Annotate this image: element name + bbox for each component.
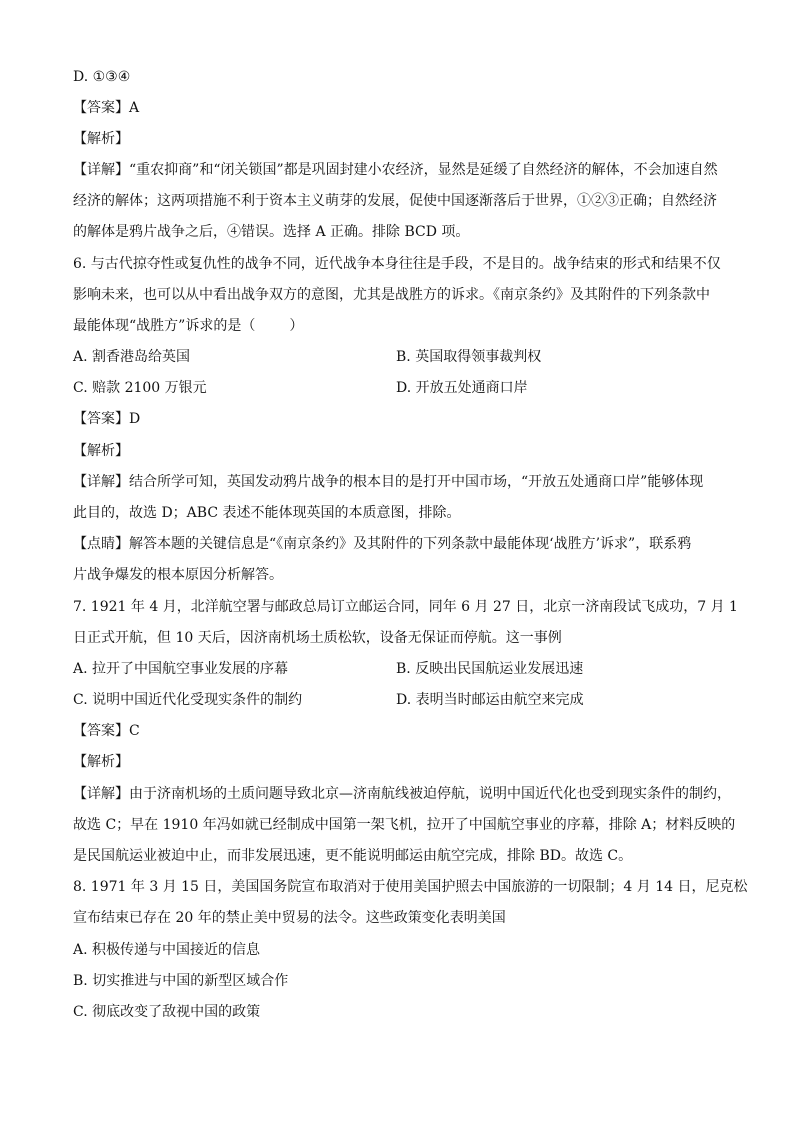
- q8-option-c: C. 彻底改变了敌视中国的政策: [73, 1004, 261, 1020]
- q5-detail-line-1: [73, 160, 718, 180]
- q7-analysis-label: 【解析】: [73, 754, 129, 770]
- q6-comment-line-1: [73, 534, 691, 554]
- answer-value: D: [129, 411, 141, 427]
- answer-value: A: [129, 100, 140, 116]
- answer-value: C: [129, 723, 140, 739]
- q5-detail-line-3: 的解体是鸦片战争之后，④错误。选择 A 正确。排除 BCD 项。: [73, 224, 470, 240]
- q6-detail-line-1: [73, 472, 703, 492]
- q8-option-b: B. 切实推进与中国的新型区域合作: [73, 973, 289, 989]
- detail-text: 由于济南机场的土质问题导致北京—济南航线被迫停航，说明中国近代化也受到现实条件的制约，: [129, 786, 731, 802]
- q6-option-c: C. 赔款 2100 万银元: [73, 380, 207, 396]
- q8-option-a: A. 积极传递与中国接近的信息: [73, 942, 261, 958]
- q7-answer: [73, 721, 140, 741]
- q6-answer: [73, 409, 140, 429]
- q6-option-d: D. 开放五处通商口岸: [396, 380, 528, 396]
- stem-close: ）: [289, 318, 304, 334]
- detail-text: 结合所学可知，英国发动鸦片战争的根本目的是打开中国市场，“开放五处通商口岸”能够体现: [129, 474, 704, 490]
- q7-detail-line-3: 是民国航运业被迫中止，而非发展迅速，更不能说明邮运由航空完成，排除 BD。故选 C。: [73, 848, 633, 864]
- comment-label: 【点睛】: [73, 536, 129, 552]
- answer-label: 【答案】: [73, 100, 129, 116]
- q7-detail-line-2: 故选 C；早在 1910 年冯如就已经制成中国第一架飞机，拉开了中国航空事业的序幕，排除 A；材料反映的: [73, 817, 736, 833]
- q8-stem-line-1: 8. 1971 年 3 月 15 日，美国国务院宣布取消对于使用美国护照去中国旅游的一切限制；4 月 14 日，尼克松: [73, 879, 748, 895]
- q8-stem-line-2: 宣布结束已存在 20 年的禁止美中贸易的法令。这些政策变化表明美国: [73, 910, 506, 926]
- q7-option-a: A. 拉开了中国航空事业发展的序幕: [73, 661, 289, 677]
- stem-text: 最能体现“战胜方”诉求的是（: [73, 318, 256, 334]
- q5-option-d: D. ①③④: [73, 69, 131, 85]
- q5-answer: [73, 98, 139, 118]
- q7-detail-line-1: [73, 784, 731, 804]
- q7-option-d: D. 表明当时邮运由航空来完成: [396, 692, 584, 708]
- detail-label: 【详解】: [73, 162, 129, 178]
- q7-option-b: B. 反映出民国航运业发展迅速: [396, 661, 584, 677]
- q6-comment-line-2: 片战争爆发的根本原因分析解答。: [73, 567, 283, 583]
- q6-analysis-label: 【解析】: [73, 443, 129, 459]
- detail-label: 【详解】: [73, 474, 129, 490]
- q6-stem-line-3: [73, 316, 303, 336]
- detail-label: 【详解】: [73, 786, 129, 802]
- q7-option-c: C. 说明中国近代化受现实条件的制约: [73, 692, 303, 708]
- q7-stem-line-2: 日正式开航，但 10 天后，因济南机场土质松软，设备无保证而停航。这一事例: [73, 630, 562, 646]
- q7-stem-line-1: 7. 1921 年 4 月，北洋航空署与邮政总局订立邮运合同，同年 6 月 27 日，北京一济南段试飞成功，7 月 1: [73, 599, 738, 615]
- q6-detail-line-2: 此目的，故选 D；ABC 表述不能体现英国的本质意图，排除。: [73, 505, 461, 521]
- q6-stem-line-1: 6. 与古代掠夺性或复仇性的战争不同，近代战争本身往往是手段，不是目的。战争结束的形式和结果不仅: [73, 256, 721, 272]
- q6-option-a: A. 割香港岛给英国: [73, 349, 191, 365]
- q6-stem-line-2: 影响未来，也可以从中看出战争双方的意图，尤其是战胜方的诉求。《南京条约》及其附件的下列条款中: [73, 287, 710, 303]
- q5-detail-line-2: 经济的解体；这两项措施不利于资本主义萌芽的发展，促使中国逐渐落后于世界，①②③正确；自然经济: [73, 193, 717, 209]
- answer-label: 【答案】: [73, 723, 129, 739]
- detail-text: “重农抑商”和“闭关锁国”都是巩固封建小农经济，显然是延缓了自然经济的解体，不会加速自然: [129, 162, 718, 178]
- comment-text: 解答本题的关键信息是“《南京条约》及其附件的下列条款中最能体现‘战胜方’诉求”，联系鸦: [129, 536, 692, 552]
- q6-option-b: B. 英国取得领事裁判权: [396, 349, 542, 365]
- q5-analysis-label: 【解析】: [73, 131, 129, 147]
- answer-label: 【答案】: [73, 411, 129, 427]
